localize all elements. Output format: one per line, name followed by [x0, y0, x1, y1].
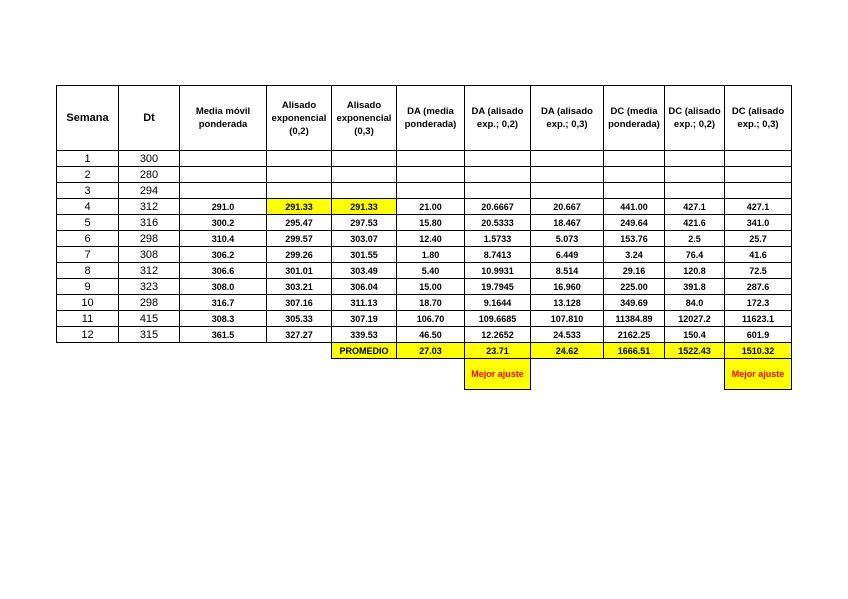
- week-cell: 8: [57, 263, 119, 279]
- best-fit-da-label: Mejor ajuste: [465, 359, 531, 390]
- header-cell: DA (alisado exp.; 0,2): [465, 86, 531, 151]
- value-cell: [665, 167, 725, 183]
- value-cell: 601.9: [725, 327, 792, 343]
- value-cell: 15.00: [397, 279, 465, 295]
- empty-cell: [665, 359, 725, 390]
- demand-cell: 415: [119, 311, 180, 327]
- value-cell: 299.26: [267, 247, 332, 263]
- value-cell: 11623.1: [725, 311, 792, 327]
- week-cell: 4: [57, 199, 119, 215]
- value-cell: 327.27: [267, 327, 332, 343]
- value-cell: 303.49: [332, 263, 397, 279]
- empty-cell: [267, 359, 332, 390]
- value-cell: 308.0: [180, 279, 267, 295]
- value-cell: 25.7: [725, 231, 792, 247]
- value-cell: [665, 151, 725, 167]
- value-cell: 18.467: [531, 215, 604, 231]
- value-cell: [604, 151, 665, 167]
- empty-cell: [180, 343, 267, 359]
- value-cell: 1.80: [397, 247, 465, 263]
- value-cell: 8.514: [531, 263, 604, 279]
- value-cell: 301.55: [332, 247, 397, 263]
- value-cell: [465, 151, 531, 167]
- week-cell: 6: [57, 231, 119, 247]
- table-row: [57, 263, 792, 279]
- value-cell: 441.00: [604, 199, 665, 215]
- forecast-table: [56, 85, 792, 390]
- average-label: PROMEDIO: [332, 343, 397, 359]
- value-cell: 421.6: [665, 215, 725, 231]
- value-cell: 12.40: [397, 231, 465, 247]
- value-cell: 291.33: [332, 199, 397, 215]
- value-cell: 297.53: [332, 215, 397, 231]
- demand-cell: 312: [119, 263, 180, 279]
- value-cell: 316.7: [180, 295, 267, 311]
- empty-cell: [604, 359, 665, 390]
- empty-cell: [180, 359, 267, 390]
- table-row: [57, 231, 792, 247]
- value-cell: 20.667: [531, 199, 604, 215]
- value-cell: [267, 151, 332, 167]
- value-cell: 41.6: [725, 247, 792, 263]
- value-cell: [665, 183, 725, 199]
- week-cell: 3: [57, 183, 119, 199]
- table-row: [57, 199, 792, 215]
- value-cell: [180, 151, 267, 167]
- value-cell: 2162.25: [604, 327, 665, 343]
- value-cell: 12027.2: [665, 311, 725, 327]
- value-cell: 427.1: [665, 199, 725, 215]
- empty-cell: [332, 359, 397, 390]
- value-cell: [531, 151, 604, 167]
- value-cell: 311.13: [332, 295, 397, 311]
- header-cell: Alisado exponencial (0,2): [267, 86, 332, 151]
- value-cell: [531, 183, 604, 199]
- header-cell: Media móvil ponderada: [180, 86, 267, 151]
- value-cell: 295.47: [267, 215, 332, 231]
- header-cell: Alisado exponencial (0,3): [332, 86, 397, 151]
- value-cell: 21.00: [397, 199, 465, 215]
- header-cell: DC (alisado exp.; 0,3): [725, 86, 792, 151]
- header-cell: DC (media ponderada): [604, 86, 665, 151]
- value-cell: 72.5: [725, 263, 792, 279]
- value-cell: 15.80: [397, 215, 465, 231]
- demand-cell: 294: [119, 183, 180, 199]
- value-cell: 1.5733: [465, 231, 531, 247]
- value-cell: 306.6: [180, 263, 267, 279]
- demand-cell: 312: [119, 199, 180, 215]
- header-cell: DC (alisado exp.; 0,2): [665, 86, 725, 151]
- empty-cell: [119, 343, 180, 359]
- value-cell: [725, 183, 792, 199]
- value-cell: [267, 183, 332, 199]
- value-cell: [725, 151, 792, 167]
- value-cell: [465, 167, 531, 183]
- value-cell: 308.3: [180, 311, 267, 327]
- value-cell: 16.960: [531, 279, 604, 295]
- value-cell: 341.0: [725, 215, 792, 231]
- week-cell: 1: [57, 151, 119, 167]
- value-cell: [725, 167, 792, 183]
- value-cell: [332, 183, 397, 199]
- value-cell: 29.16: [604, 263, 665, 279]
- value-cell: 349.69: [604, 295, 665, 311]
- empty-cell: [531, 359, 604, 390]
- value-cell: 46.50: [397, 327, 465, 343]
- value-cell: 106.70: [397, 311, 465, 327]
- average-value: 23.71: [465, 343, 531, 359]
- value-cell: 6.449: [531, 247, 604, 263]
- table-row: [57, 279, 792, 295]
- value-cell: 76.4: [665, 247, 725, 263]
- demand-cell: 298: [119, 231, 180, 247]
- value-cell: [332, 151, 397, 167]
- value-cell: [397, 183, 465, 199]
- empty-cell: [57, 359, 119, 390]
- value-cell: 120.8: [665, 263, 725, 279]
- demand-cell: 315: [119, 327, 180, 343]
- week-cell: 11: [57, 311, 119, 327]
- header-cell: DA (alisado exp.; 0,3): [531, 86, 604, 151]
- value-cell: 306.04: [332, 279, 397, 295]
- value-cell: 20.5333: [465, 215, 531, 231]
- table-row: [57, 167, 792, 183]
- value-cell: 303.07: [332, 231, 397, 247]
- value-cell: 5.073: [531, 231, 604, 247]
- value-cell: 153.76: [604, 231, 665, 247]
- value-cell: 310.4: [180, 231, 267, 247]
- value-cell: 3.24: [604, 247, 665, 263]
- demand-cell: 298: [119, 295, 180, 311]
- value-cell: 225.00: [604, 279, 665, 295]
- value-cell: 8.7413: [465, 247, 531, 263]
- value-cell: 307.19: [332, 311, 397, 327]
- value-cell: [604, 183, 665, 199]
- empty-cell: [397, 359, 465, 390]
- value-cell: [267, 167, 332, 183]
- empty-cell: [119, 359, 180, 390]
- value-cell: [531, 167, 604, 183]
- week-cell: 2: [57, 167, 119, 183]
- value-cell: 306.2: [180, 247, 267, 263]
- average-value: 24.62: [531, 343, 604, 359]
- average-value: 1522.43: [665, 343, 725, 359]
- header-cell: DA (media ponderada): [397, 86, 465, 151]
- value-cell: [332, 167, 397, 183]
- value-cell: 18.70: [397, 295, 465, 311]
- table-row: [57, 311, 792, 327]
- table-row: [57, 151, 792, 167]
- average-row: [57, 343, 792, 359]
- value-cell: [180, 167, 267, 183]
- value-cell: 287.6: [725, 279, 792, 295]
- value-cell: 2.5: [665, 231, 725, 247]
- table-row: [57, 327, 792, 343]
- value-cell: 24.533: [531, 327, 604, 343]
- value-cell: 301.01: [267, 263, 332, 279]
- week-cell: 7: [57, 247, 119, 263]
- value-cell: 307.16: [267, 295, 332, 311]
- value-cell: 12.2652: [465, 327, 531, 343]
- week-cell: 9: [57, 279, 119, 295]
- value-cell: 10.9931: [465, 263, 531, 279]
- best-fit-dc-label: Mejor ajuste: [725, 359, 792, 390]
- value-cell: 11384.89: [604, 311, 665, 327]
- demand-cell: 280: [119, 167, 180, 183]
- value-cell: 84.0: [665, 295, 725, 311]
- value-cell: 172.3: [725, 295, 792, 311]
- value-cell: [465, 183, 531, 199]
- value-cell: 361.5: [180, 327, 267, 343]
- value-cell: [397, 151, 465, 167]
- value-cell: [604, 167, 665, 183]
- demand-cell: 308: [119, 247, 180, 263]
- empty-cell: [267, 343, 332, 359]
- value-cell: 20.6667: [465, 199, 531, 215]
- table-row: [57, 247, 792, 263]
- value-cell: 291.0: [180, 199, 267, 215]
- value-cell: 19.7945: [465, 279, 531, 295]
- value-cell: 391.8: [665, 279, 725, 295]
- average-value: 27.03: [397, 343, 465, 359]
- value-cell: [397, 167, 465, 183]
- demand-cell: 323: [119, 279, 180, 295]
- week-cell: 5: [57, 215, 119, 231]
- week-cell: 10: [57, 295, 119, 311]
- value-cell: 291.33: [267, 199, 332, 215]
- value-cell: 303.21: [267, 279, 332, 295]
- value-cell: 109.6685: [465, 311, 531, 327]
- value-cell: 339.53: [332, 327, 397, 343]
- value-cell: 305.33: [267, 311, 332, 327]
- header-cell: Dt: [119, 86, 180, 151]
- value-cell: 150.4: [665, 327, 725, 343]
- table-row: [57, 295, 792, 311]
- value-cell: 5.40: [397, 263, 465, 279]
- value-cell: [180, 183, 267, 199]
- header-row: [57, 86, 792, 151]
- header-cell: Semana: [57, 86, 119, 151]
- table-row: [57, 215, 792, 231]
- empty-cell: [57, 343, 119, 359]
- value-cell: 13.128: [531, 295, 604, 311]
- value-cell: 107.810: [531, 311, 604, 327]
- best-fit-row: [57, 359, 792, 390]
- average-value: 1510.32: [725, 343, 792, 359]
- value-cell: 300.2: [180, 215, 267, 231]
- average-value: 1666.51: [604, 343, 665, 359]
- value-cell: 249.64: [604, 215, 665, 231]
- value-cell: 427.1: [725, 199, 792, 215]
- value-cell: 299.57: [267, 231, 332, 247]
- demand-cell: 300: [119, 151, 180, 167]
- demand-cell: 316: [119, 215, 180, 231]
- value-cell: 9.1644: [465, 295, 531, 311]
- table-row: [57, 183, 792, 199]
- week-cell: 12: [57, 327, 119, 343]
